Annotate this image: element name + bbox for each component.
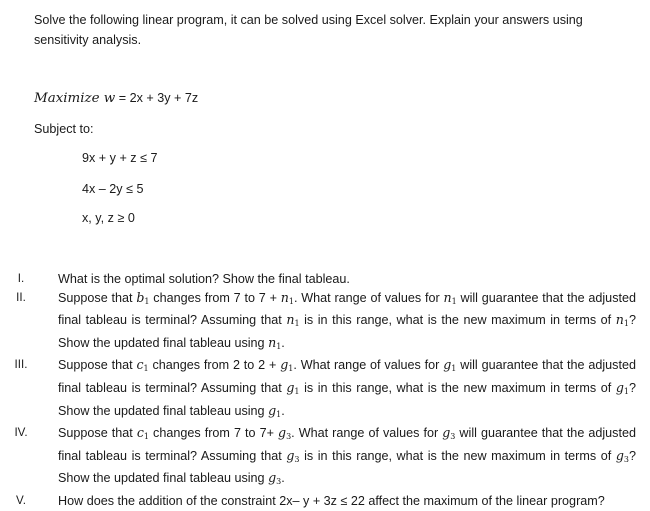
- math-subscript: 1: [276, 409, 282, 419]
- math-subscript: 3: [623, 454, 629, 464]
- objective-expression: = 2x + 3y + 7z: [118, 91, 199, 105]
- problem-intro: Solve the following linear program, it can be solved using Excel solver. Explain your answers using sensitivity analysis.: [34, 13, 583, 47]
- question-text-run: will guarantee that the adjusted final tableau is terminal? Assuming that: [58, 426, 636, 463]
- question-text-run: Suppose that: [58, 358, 137, 373]
- question-text-run: is in this range, what is the new maximum in terms of: [299, 380, 616, 395]
- subject-to-label: Subject to:: [34, 122, 94, 136]
- question-text-run: What is the optimal solution? Show the final tableau.: [58, 272, 350, 286]
- math-variable: $n_1$: [443, 289, 457, 306]
- question-text-run: .: [281, 471, 285, 486]
- math-variable: $g_1$: [615, 379, 629, 396]
- question-number: III.: [14, 358, 28, 372]
- question-text: [58, 270, 636, 289]
- question-number: IV.: [14, 426, 28, 440]
- question-text-run: ? Show the updated final tableau using: [58, 448, 636, 486]
- math-variable: $g_1$: [443, 357, 457, 374]
- math-variable: $g_3$: [268, 470, 282, 487]
- question-item: [0, 492, 650, 511]
- math-subscript: 3: [450, 432, 456, 442]
- objective-lead: Maximize w: [34, 91, 116, 106]
- math-subscript: 1: [294, 386, 300, 396]
- question-text: [58, 356, 636, 424]
- question-list: [0, 270, 650, 511]
- math-subscript: 1: [294, 319, 300, 329]
- question-text-run: changes from 7 to 7+: [149, 426, 279, 441]
- math-subscript: 1: [288, 364, 294, 374]
- question-item: [0, 424, 650, 492]
- math-subscript: 3: [286, 432, 292, 442]
- math-variable: $c_1$: [136, 357, 149, 374]
- question-text-run: changes from 2 to 2 +: [148, 358, 281, 373]
- math-variable: $c_1$: [136, 425, 149, 442]
- constraint-2: 4x – 2y ≤ 5: [82, 182, 144, 196]
- math-subscript: 1: [144, 296, 150, 306]
- math-variable: $g_1$: [286, 379, 300, 396]
- question-text-run: changes from 7 to 7 +: [149, 290, 281, 305]
- question-text-run: Suppose that: [58, 290, 137, 305]
- question-text-run: ? Show the updated final tableau using: [58, 380, 636, 418]
- question-text-run: .: [281, 335, 285, 350]
- question-text-run: will guarantee that the adjusted final tableau is terminal? Assuming that: [58, 358, 636, 395]
- math-variable: $b_1$: [136, 289, 150, 306]
- question-text-run: . What range of values for: [293, 290, 444, 305]
- math-variable: $g_1$: [268, 402, 282, 419]
- math-subscript: 3: [294, 454, 300, 464]
- question-text-run: .: [281, 403, 285, 418]
- math-variable: $g_3$: [442, 425, 456, 442]
- math-variable: $n_1$: [280, 289, 294, 306]
- math-subscript: 1: [288, 296, 294, 306]
- objective-function: [34, 88, 198, 109]
- math-subscript: 1: [143, 432, 149, 442]
- question-text-run: Suppose that: [58, 426, 137, 441]
- question-text-run: . What range of values for: [291, 426, 443, 441]
- question-text-run: will guarantee that the adjusted final tableau is terminal? Assuming that: [58, 290, 636, 328]
- question-number: II.: [16, 290, 26, 304]
- question-number: I.: [17, 272, 25, 285]
- math-subscript: 1: [276, 341, 282, 351]
- math-subscript: 3: [276, 477, 282, 487]
- question-item: [0, 356, 650, 424]
- math-variable: $g_3$: [615, 447, 629, 464]
- constraint-1: 9x + y + z ≤ 7: [82, 151, 158, 165]
- question-text-run: ? Show the updated final tableau using: [58, 313, 636, 350]
- question-item: [0, 270, 650, 289]
- math-subscript: 1: [451, 296, 457, 306]
- question-text: [58, 492, 636, 511]
- math-subscript: 1: [623, 319, 629, 329]
- question-text-run: . What range of values for: [293, 358, 444, 373]
- math-subscript: 1: [623, 386, 629, 396]
- math-subscript: 1: [451, 364, 457, 374]
- math-variable: $n_1$: [286, 312, 300, 329]
- question-text: [58, 424, 636, 492]
- math-variable: $n_1$: [615, 312, 629, 329]
- math-variable: $n_1$: [268, 334, 282, 351]
- question-text-run: is in this range, what is the new maximum in terms of: [299, 313, 616, 328]
- constraint-nonnegativity: x, y, z ≥ 0: [82, 211, 135, 225]
- question-text-run: is in this range, what is the new maximum in terms of: [299, 448, 616, 463]
- question-text: [58, 289, 636, 357]
- math-variable: $g_3$: [278, 425, 292, 442]
- question-number: V.: [16, 493, 26, 507]
- question-text-run: How does the addition of the constraint 2x– y + 3z ≤ 22 affect the maximum of the linear program?: [58, 493, 605, 508]
- math-variable: $g_3$: [286, 447, 300, 464]
- math-variable: $g_1$: [280, 357, 294, 374]
- question-item: [0, 289, 650, 357]
- math-subscript: 1: [143, 364, 149, 374]
